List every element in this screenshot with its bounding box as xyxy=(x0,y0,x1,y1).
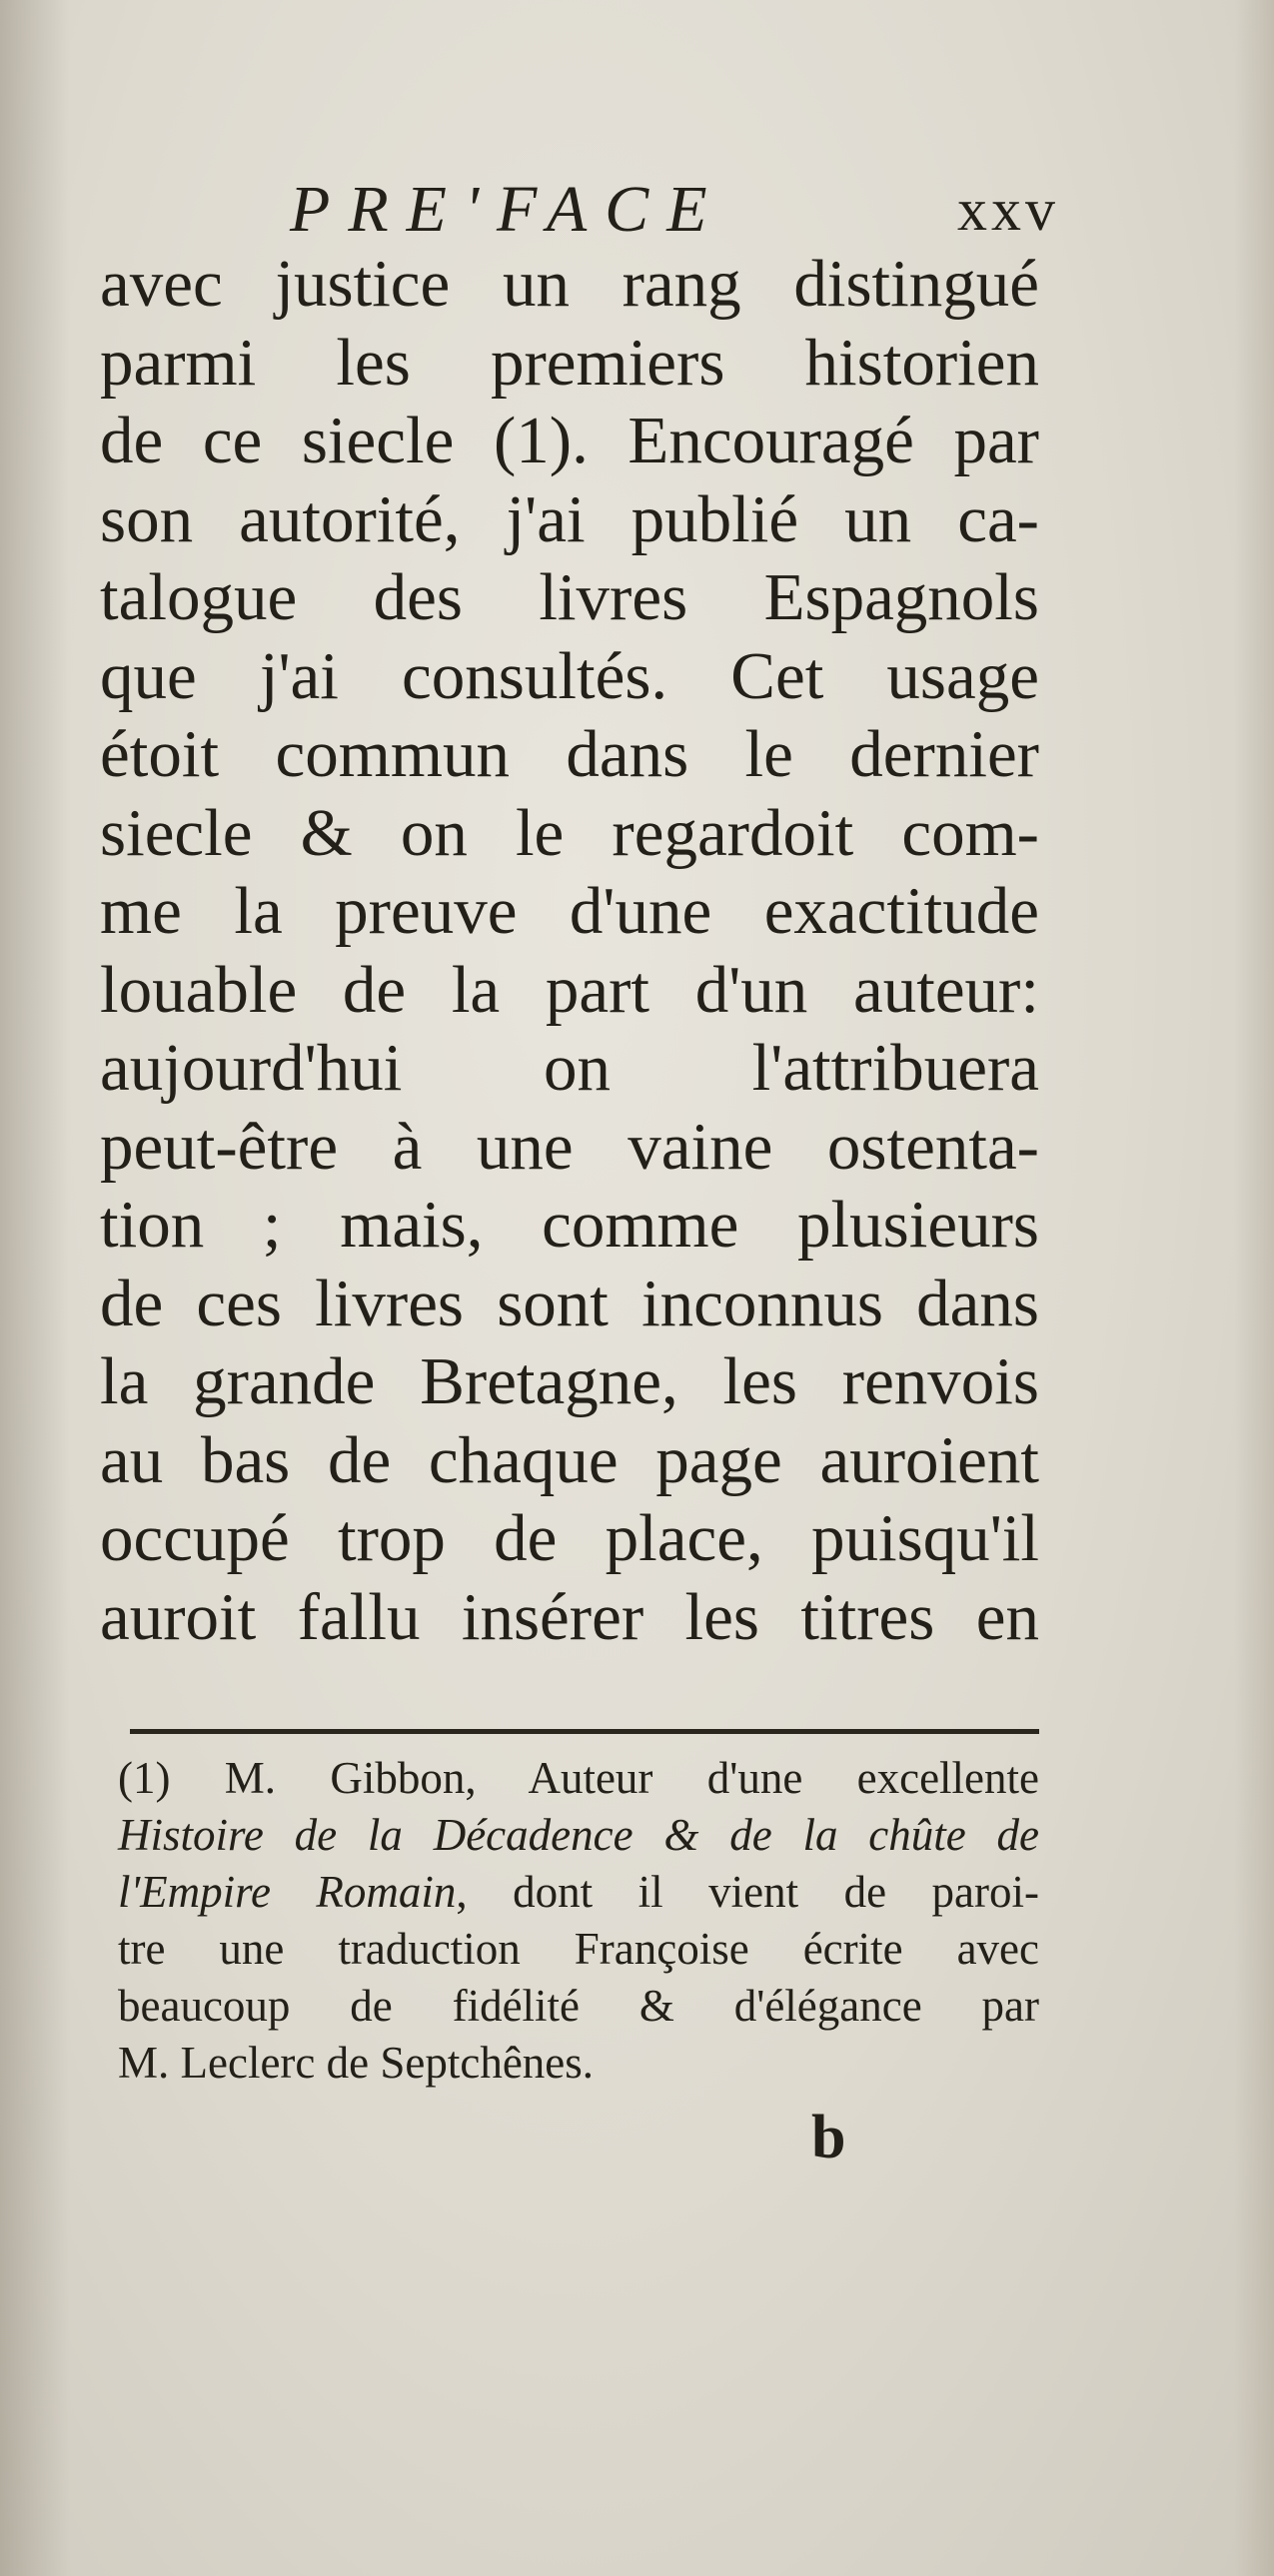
text-line: au bas de chaque page auroient xyxy=(100,1422,1039,1497)
text-line: louable de la part d'un auteur: xyxy=(100,952,1039,1027)
text-line: de ce siecle (1). Encouragé par xyxy=(100,404,1039,477)
text-line: de ces livres sont inconnus dans xyxy=(100,1266,1039,1340)
gutter-shadow xyxy=(0,0,70,2576)
footnote-italic-title: l'Empire Romain xyxy=(118,1867,457,1917)
text-line: la grande Bretagne, les renvois xyxy=(100,1344,1039,1418)
page-number: xxv xyxy=(957,177,1059,243)
text-line: son autorité, j'ai publié un ca- xyxy=(100,481,1039,556)
body-text xyxy=(100,245,1039,1656)
signature-mark: b xyxy=(811,2104,846,2171)
footnote-line: beaucoup de fidélité & d'élégance par xyxy=(118,1981,1039,2031)
text-line: avec justice un rang distingué xyxy=(100,247,1039,321)
footnote-rule xyxy=(130,1729,1039,1734)
footnote-line: Histoire de la Décadence & de la chûte de xyxy=(118,1810,1039,1860)
text-line: parmi les premiers historien xyxy=(100,325,1039,400)
text-line: me la preuve d'une exactitude xyxy=(100,874,1039,948)
text-line: talogue des livres Espagnols xyxy=(100,560,1039,634)
running-title: PRE'FACE xyxy=(290,173,725,246)
page-header xyxy=(100,170,1059,250)
text-line: occupé trop de place, puisqu'il xyxy=(100,1501,1039,1575)
text-line: tion ; mais, comme plusieurs xyxy=(100,1188,1039,1262)
footnote xyxy=(118,1750,1039,2092)
footnote-line: M. Leclerc de Septchênes. xyxy=(118,2038,595,2088)
text-line: aujourd'hui on l'attribuera xyxy=(100,1031,1039,1105)
footnote-line: tre une traduction Françoise écrite avec xyxy=(118,1924,1039,1974)
text-line: auroit fallu insérer les titres en xyxy=(100,1579,1039,1654)
footnote-line-rest: , dont il vient de paroi- xyxy=(456,1867,1039,1917)
text-line: que j'ai consultés. Cet usage xyxy=(100,638,1039,713)
text-line: siecle & on le regardoit com- xyxy=(100,795,1039,870)
page-edge-shading xyxy=(1234,0,1274,2576)
footnote-line: (1) M. Gibbon, Auteur d'une excellente xyxy=(118,1753,1039,1803)
footnote-line xyxy=(118,1864,1039,1921)
text-line: peut-être à une vaine ostenta- xyxy=(100,1109,1039,1184)
text-line: étoit commun dans le dernier xyxy=(100,717,1039,791)
